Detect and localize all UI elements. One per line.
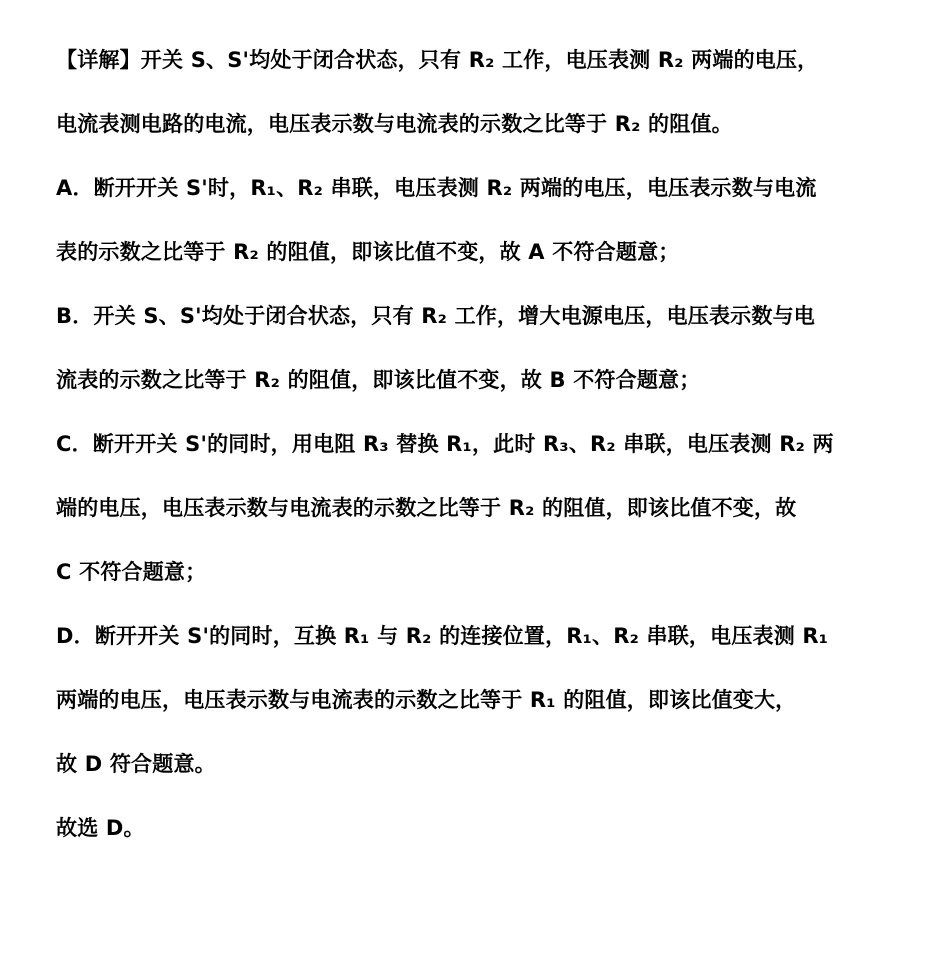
option-b-line-2: 流表的示数之比等于 R₂ 的阻值，即该比值不变，故 B 不符合题意； [56, 368, 701, 392]
final-answer-line: 故选 D。 [56, 816, 145, 840]
explanation-line-1: 【详解】开关 S、S'均处于闭合状态，只有 R₂ 工作，电压表测 R₂ 两端的电压， [56, 48, 819, 72]
explanation-line-2: 电流表测电路的电流，电压表示数与电流表的示数之比等于 R₂ 的阻值。 [56, 112, 733, 136]
option-d-line-2: 两端的电压，电压表示数与电流表的示数之比等于 R₁ 的阻值，即该比值变大， [56, 688, 797, 712]
option-c-line-2: 端的电压，电压表示数与电流表的示数之比等于 R₂ 的阻值，即该比值不变，故 [56, 496, 797, 520]
option-d-line-3: 故 D 符合题意。 [56, 752, 216, 776]
option-b-line-1: B．开关 S、S'均处于闭合状态，只有 R₂ 工作，增大电源电压，电压表示数与电 [56, 304, 815, 328]
option-a-line-2: 表的示数之比等于 R₂ 的阻值，即该比值不变，故 A 不符合题意； [56, 240, 680, 264]
option-c-line-1: C．断开开关 S'的同时，用电阻 R₃ 替换 R₁，此时 R₃、R₂ 串联，电压表测 R₂ 两 [56, 432, 834, 456]
option-d-line-1: D．断开开关 S'的同时，互换 R₁ 与 R₂ 的连接位置，R₁、R₂ 串联，电压表测 R₁ [56, 624, 829, 648]
option-a-line-1: A．断开开关 S'时，R₁、R₂ 串联，电压表测 R₂ 两端的电压，电压表示数与电流 [56, 176, 817, 200]
option-c-line-3: C 不符合题意； [56, 560, 207, 584]
